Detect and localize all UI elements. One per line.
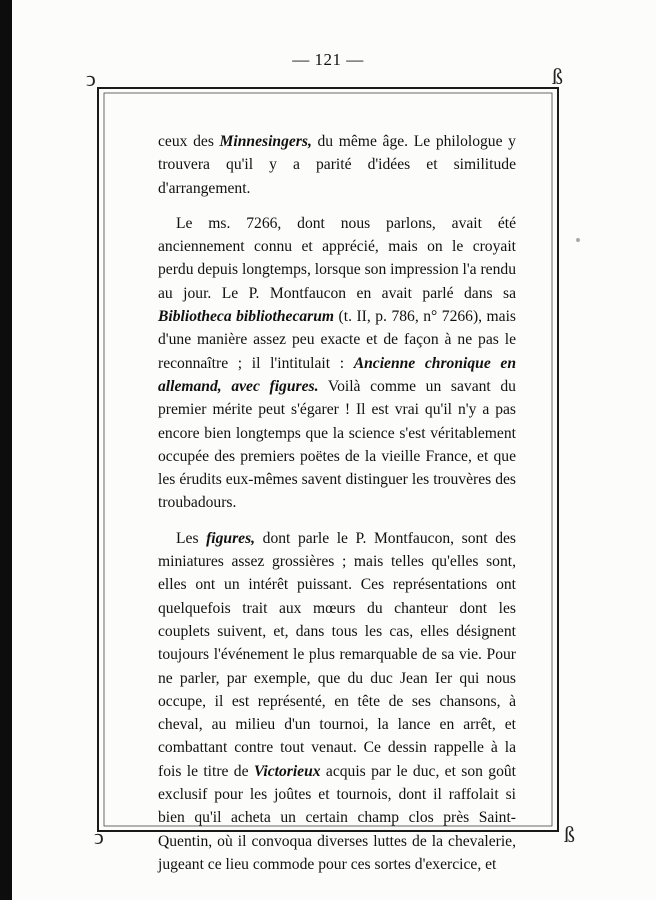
paragraph: Le ms. 7266, dont nous parlons, avait été anciennement connu et apprécié, mais on le croyait perdu depuis longtemps, lorsque son impression l'a rendu au jour. Le P. Montfaucon en avait parlé dans sa Bibliotheca bibliothecarum (t. II, p. 786, n° 7266), mais d'une manière assez peu exacte et de façon à ne pas le reconnaître ; il l'intitulait : Ancienne chronique en allemand, avec figures. Voilà comme un savant du premier mérite peut s'égarer ! Il est vrai qu'il n'y a pas encore bien longtemps que la science s'est véritablement occupée des premiers poëtes de la vieille France, et que les érudits eux-mêmes savent distinguer les trouvères des troubadours. bbox=[158, 214, 517, 512]
corner-ornament-bottom-left-icon: ↄ bbox=[94, 824, 104, 849]
corner-ornament-top-right-icon: ß bbox=[552, 64, 563, 89]
italic-term: Minnesingers, bbox=[219, 133, 312, 150]
italic-term: figures, bbox=[206, 529, 256, 547]
corner-ornament-top-left-icon: ↄ bbox=[86, 66, 96, 91]
body-text bbox=[158, 130, 516, 888]
paragraph: Les figures, dont parle le P. Montfaucon, sont des miniatures assez grossières ; mais telles qu'elles sont, elles ont un intérêt puissant. Ces représentations ont quelquefois trait aux mœurs du chanteur dont les couplets suivent, et, dans tous les cas, elles désignent toujours l'événement le plus remarquable de sa vie. Pour ne parler, par exemple, que du duc Jean Ier qui nous occupe, il est représenté, en tête de ses chansons, à cheval, au milieu d'un tournoi, la lance en arrêt, et combattant contre tout venaut. Ce dessin rappelle à la fois le titre de Victorieux acquis par le duc, et son goût exclusif pour les joûtes et tournois, dont il raffolait si bien qu'il acheta un certain champ clos près Saint-Quentin, où il convoqua diverses luttes de la chevalerie, jugeant ce lieu commode pour ces sortes d'exercice, et bbox=[158, 529, 517, 873]
page-number: — 121 — bbox=[292, 50, 364, 69]
italic-term: Victorieux bbox=[253, 762, 321, 780]
italic-term: Bibliotheca bibliothecarum bbox=[158, 308, 335, 326]
paragraph: ceux des Minnesingers, du même âge. Le philologue y trouvera qu'il y a parité d'idées et similitude d'arrangement. bbox=[158, 133, 516, 197]
corner-ornament-bottom-right-icon: ß bbox=[564, 822, 575, 847]
italic-term: Ancienne chronique en allemand, avec figures. bbox=[158, 354, 516, 395]
paper-speck bbox=[576, 238, 580, 242]
